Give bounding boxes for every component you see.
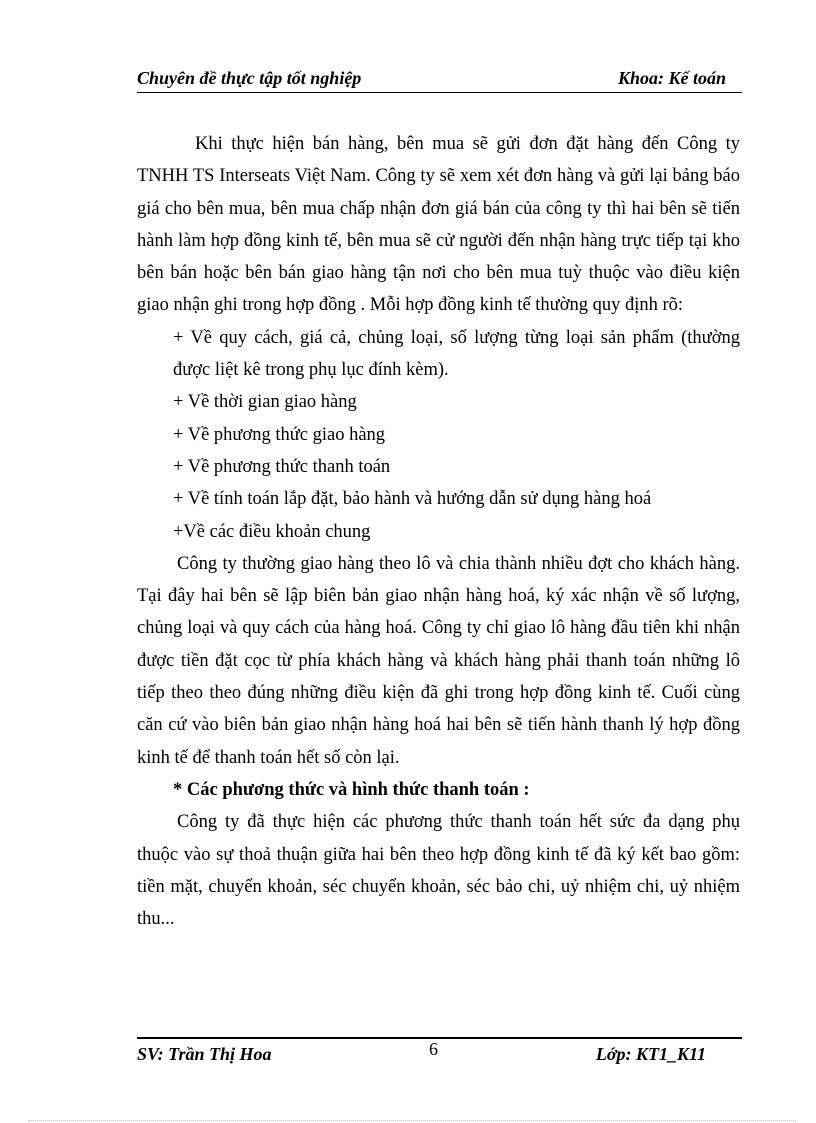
list-item-delivery-time: + Về thời gian giao hàng [173,392,357,413]
list-item-payment-method: + Về phương thức thanh toán [173,456,391,477]
document-body [137,128,740,935]
list-item-delivery-method: + Về phương thức giao hàng [173,424,386,445]
page-footer [137,1037,742,1069]
paragraph-sales-process: Khi thực hiện bán hàng, bên mua sẽ gửi đơn đặt hàng đến Công ty TNHH TS Interseats Việt Nam. Công ty sẽ xem xét đơn hàng và gửi lại bảng báo giá cho bên mua, bên mua chấp nhận đơn giá bán của công ty thì hai bên sẽ tiến hành làm hợp đồng kinh tế, bên mua sẽ cử người đến nhận hàng trực tiếp tại kho bên bán hoặc bên bán giao hàng tận nơi cho bên mua tuỳ thuộc vào điều kiện giao nhận ghi trong hợp đồng . Mỗi hợp đồng kinh tế thường quy định rõ: [137,134,740,316]
list-item-general-terms: +Về các điều khoản chung [173,521,371,542]
page-bottom-border [28,1120,796,1121]
paragraph-payment-forms: Công ty đã thực hiện các phương thức thanh toán hết sức đa dạng phụ thuộc vào sự thoả thuận giữa hai bên theo hợp đồng kinh tế đã ký kết bao gồm: tiền mặt, chuyển khoản, séc chuyển khoản, séc bảo chi, uỷ nhiệm chi, uỷ nhiệm thu... [137,812,740,930]
header-department: Khoa: Kế toán [617,68,726,88]
list-item-specification: + Về quy cách, giá cả, chủng loại, số lượng từng loại sản phẩm (thường được liệt kê trong phụ lục đính kèm). [173,327,740,381]
page-number: 6 [429,1039,438,1059]
footer-class: Lớp: KT1_K11 [595,1044,706,1064]
paragraph-delivery-lots: Công ty thường giao hàng theo lô và chia thành nhiều đợt cho khách hàng. Tại đây hai bên sẽ lập biên bản giao nhận hàng hoá, ký xác nhận về số lượng, chủng loại và quy cách của hàng hoá. Công ty chỉ giao lô hàng đầu tiên khi nhận được tiền đặt cọc từ phía khách hàng và khách hàng phải thanh toán những lô tiếp theo theo đúng những điều kiện đã ghi trong hợp đồng kinh tế. Cuối cùng căn cứ vào biên bản giao nhận hàng hoá hai bên sẽ tiến hành thanh lý hợp đồng kinh tế để thanh toán hết số còn lại. [137,553,740,768]
section-heading-payment: * Các phương thức và hình thức thanh toán : [173,779,530,800]
footer-student: SV: Trần Thị Hoa [137,1044,272,1064]
header-title: Chuyên đề thực tập tốt nghiệp [137,68,362,88]
page-header [137,68,742,93]
list-item-installation: + Về tính toán lắp đặt, bảo hành và hướng dẫn sử dụng hàng hoá [173,489,652,510]
